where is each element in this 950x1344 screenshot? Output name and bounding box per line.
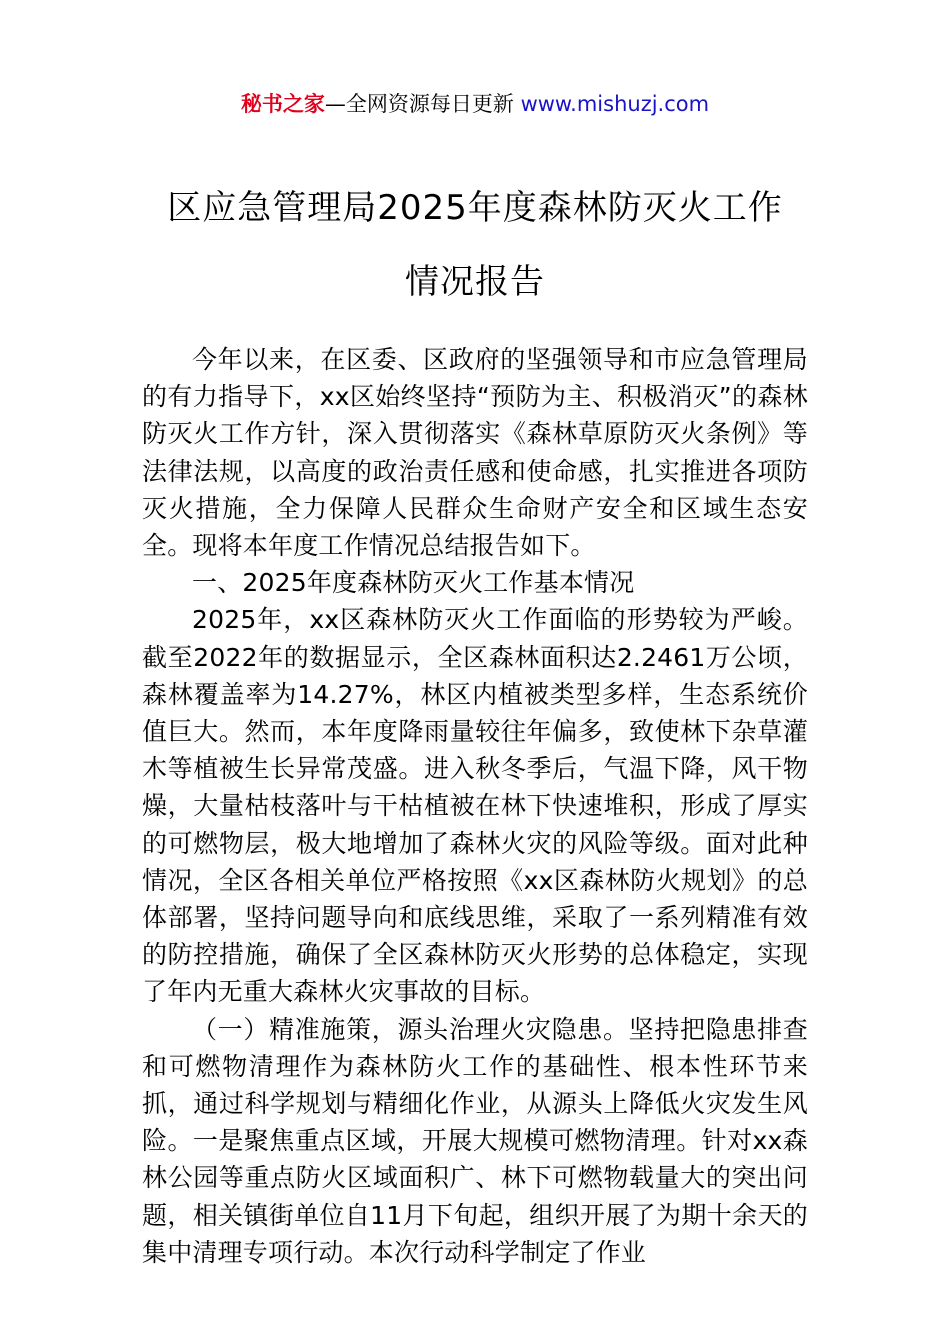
document-body bbox=[142, 341, 808, 1271]
header-tagline: —全网资源每日更新 bbox=[324, 92, 514, 116]
section-heading-1: 一、2025年度森林防灭火工作基本情况 bbox=[192, 568, 635, 598]
document-title-line-2: 情况报告 bbox=[405, 262, 545, 302]
site-header bbox=[0, 86, 950, 122]
paragraph-situation: 2025年，xx区森林防灭火工作面临的形势较为严峻。截至2022年的数据显示，全区森林面积达2.2461万公顷，森林覆盖率为14.27%，林区内植被类型多样，生态系统价值巨大。然而，本年度降雨量较往年偏多，致使林下杂草灌木等植被生长异常茂盛。进入秋冬季后，气温下降，风干物燥，大量枯枝落叶与干枯植被在林下快速堆积，形成了厚实的可燃物层，极大地增加了森林火灾的风险等级。面对此种情况，全区各相关单位严格按照《xx区森林防火规划》的总体部署，坚持问题导向和底线思维，采取了一系列精准有效的防控措施，确保了全区森林防灭火形势的总体稳定，实现了年内无重大森林火灾事故的目标。 bbox=[142, 605, 808, 1007]
brand-name: 秘书之家 bbox=[240, 92, 325, 116]
paragraph-measures: （一）精准施策，源头治理火灾隐患。坚持把隐患排查和可燃物清理作为森林防火工作的基础性、根本性环节来抓，通过科学规划与精细化作业，从源头上降低火灾发生风险。一是聚焦重点区域，开展大规模可燃物清理。针对xx森林公园等重点防火区域面积广、林下可燃物载量大的突出问题，相关镇街单位自11月下旬起，组织开展了为期十余天的集中清理专项行动。本次行动科学制定了作业 bbox=[142, 1014, 808, 1267]
document-title-line-1: 区应急管理局2025年度森林防灭火工作 bbox=[167, 188, 783, 228]
paragraph-intro: 今年以来，在区委、区政府的坚强领导和市应急管理局的有力指导下，xx区始终坚持“预防为主、积极消灭”的森林防灭火工作方针，深入贯彻落实《森林草原防灭火条例》等法律法规，以高度的政治责任感和使命感，扎实推进各项防灭火措施，全力保障人民群众生命财产安全和区域生态安全。现将本年度工作情况总结报告如下。 bbox=[142, 345, 808, 561]
site-url-link[interactable]: www.mishuzj.com bbox=[520, 92, 710, 116]
